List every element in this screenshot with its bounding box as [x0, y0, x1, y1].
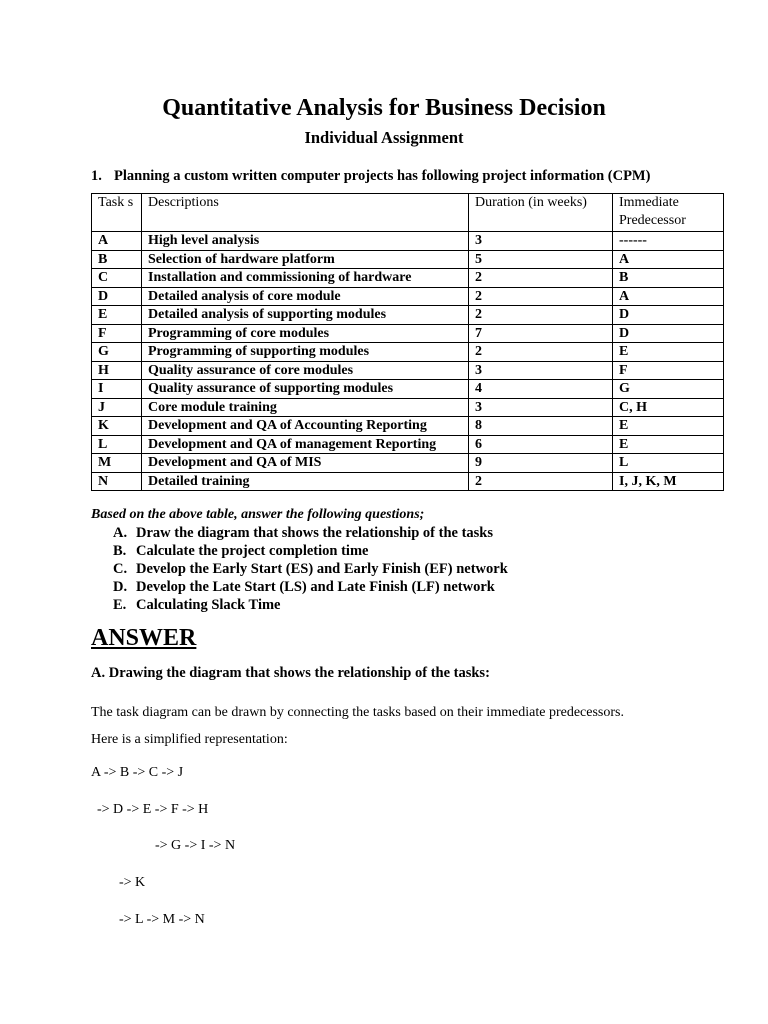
flow-line: -> D -> E -> F -> H — [97, 802, 209, 817]
cell-duration: 6 — [469, 435, 613, 454]
flow-line: -> G -> I -> N — [155, 838, 236, 853]
table-row — [92, 232, 724, 251]
item-letter: B. — [113, 543, 127, 559]
cell-predecessor: A — [613, 250, 724, 269]
cell-duration: 7 — [469, 324, 613, 343]
header-tasks: Task s — [92, 194, 142, 232]
cell-description: Detailed analysis of core module — [142, 287, 469, 306]
cell-description: Development and QA of MIS — [142, 454, 469, 473]
cell-predecessor: A — [613, 287, 724, 306]
section-a-heading: A. Drawing the diagram that shows the relationship of the tasks: — [91, 665, 490, 681]
item-letter: E. — [113, 597, 127, 613]
cell-predecessor: L — [613, 454, 724, 473]
item-text: Calculate the project completion time — [136, 543, 369, 559]
question-text: Planning a custom written computer projects has following project information (CPM) — [114, 168, 651, 184]
table-row — [92, 306, 724, 325]
paragraph-line: The task diagram can be drawn by connecting the tasks based on their immediate predecessors. — [91, 705, 624, 720]
document-subtitle: Individual Assignment — [304, 128, 464, 147]
cell-task: A — [92, 232, 142, 251]
cell-description: Quality assurance of core modules — [142, 361, 469, 380]
item-letter: C. — [113, 561, 128, 577]
cell-duration: 4 — [469, 380, 613, 399]
cell-predecessor: G — [613, 380, 724, 399]
flow-line: -> K — [119, 875, 146, 890]
cell-description: High level analysis — [142, 232, 469, 251]
cell-description: Development and QA of Accounting Reporting — [142, 417, 469, 436]
item-text: Develop the Late Start (LS) and Late Finish (LF) network — [136, 579, 495, 595]
question-1 — [91, 166, 650, 186]
table-row — [92, 324, 724, 343]
table-row — [92, 361, 724, 380]
table-row — [92, 269, 724, 288]
cell-description: Development and QA of management Reporting — [142, 435, 469, 454]
list-item — [113, 542, 508, 560]
table-header-row — [92, 194, 724, 232]
cell-description: Programming of core modules — [142, 324, 469, 343]
header-duration: Duration (in weeks) — [469, 194, 613, 232]
cell-description: Installation and commissioning of hardware — [142, 269, 469, 288]
cell-predecessor: F — [613, 361, 724, 380]
item-text: Draw the diagram that shows the relationship of the tasks — [136, 525, 494, 541]
cell-task: M — [92, 454, 142, 473]
cell-task: G — [92, 343, 142, 362]
cell-duration: 9 — [469, 454, 613, 473]
paragraph-line: Here is a simplified representation: — [91, 732, 288, 747]
cell-task: I — [92, 380, 142, 399]
cell-predecessor: C, H — [613, 398, 724, 417]
table-row — [92, 287, 724, 306]
cell-duration: 3 — [469, 398, 613, 417]
flow-line: A -> B -> C -> J — [91, 765, 184, 780]
cell-task: B — [92, 250, 142, 269]
cell-description: Detailed analysis of supporting modules — [142, 306, 469, 325]
cell-predecessor: E — [613, 343, 724, 362]
header-predecessor: Immediate Predecessor — [613, 194, 724, 232]
table-row — [92, 472, 724, 491]
table-row — [92, 398, 724, 417]
cell-predecessor: E — [613, 417, 724, 436]
cpm-table — [91, 193, 724, 491]
cell-description: Core module training — [142, 398, 469, 417]
cell-duration: 3 — [469, 232, 613, 251]
cell-duration: 2 — [469, 269, 613, 288]
item-letter: A. — [113, 525, 128, 541]
cell-predecessor: D — [613, 324, 724, 343]
instructions-text: Based on the above table, answer the following questions; — [91, 507, 425, 522]
cell-description: Programming of supporting modules — [142, 343, 469, 362]
list-item — [113, 560, 508, 578]
cell-task: F — [92, 324, 142, 343]
cell-predecessor: E — [613, 435, 724, 454]
cell-task: J — [92, 398, 142, 417]
cell-predecessor: D — [613, 306, 724, 325]
cell-predecessor: B — [613, 269, 724, 288]
cell-task: K — [92, 417, 142, 436]
item-text: Develop the Early Start (ES) and Early Finish (EF) network — [136, 561, 508, 577]
cell-description: Quality assurance of supporting modules — [142, 380, 469, 399]
cell-duration: 2 — [469, 343, 613, 362]
cell-task: N — [92, 472, 142, 491]
list-item — [113, 578, 508, 596]
cell-predecessor: ------ — [613, 232, 724, 251]
question-number: 1. — [91, 168, 102, 184]
answer-heading: ANSWER — [91, 625, 197, 651]
header-descriptions: Descriptions — [142, 194, 469, 232]
cell-duration: 2 — [469, 306, 613, 325]
cell-description: Selection of hardware platform — [142, 250, 469, 269]
cell-task: D — [92, 287, 142, 306]
item-text: Calculating Slack Time — [136, 597, 281, 613]
cell-duration: 2 — [469, 287, 613, 306]
cell-duration: 5 — [469, 250, 613, 269]
answer-paragraph — [91, 699, 624, 753]
cell-duration: 3 — [469, 361, 613, 380]
table-row — [92, 435, 724, 454]
cell-task: L — [92, 435, 142, 454]
cell-duration: 8 — [469, 417, 613, 436]
list-item — [113, 524, 508, 542]
flow-line: -> L -> M -> N — [119, 912, 205, 927]
table-row — [92, 454, 724, 473]
cell-task: H — [92, 361, 142, 380]
table-row — [92, 380, 724, 399]
item-letter: D. — [113, 579, 128, 595]
cell-task: C — [92, 269, 142, 288]
list-item — [113, 596, 508, 614]
table-row — [92, 343, 724, 362]
cell-description: Detailed training — [142, 472, 469, 491]
document-title: Quantitative Analysis for Business Decision — [162, 95, 606, 121]
table-row — [92, 250, 724, 269]
cell-predecessor: I, J, K, M — [613, 472, 724, 491]
question-list — [113, 524, 508, 614]
table-row — [92, 417, 724, 436]
cell-task: E — [92, 306, 142, 325]
cell-duration: 2 — [469, 472, 613, 491]
